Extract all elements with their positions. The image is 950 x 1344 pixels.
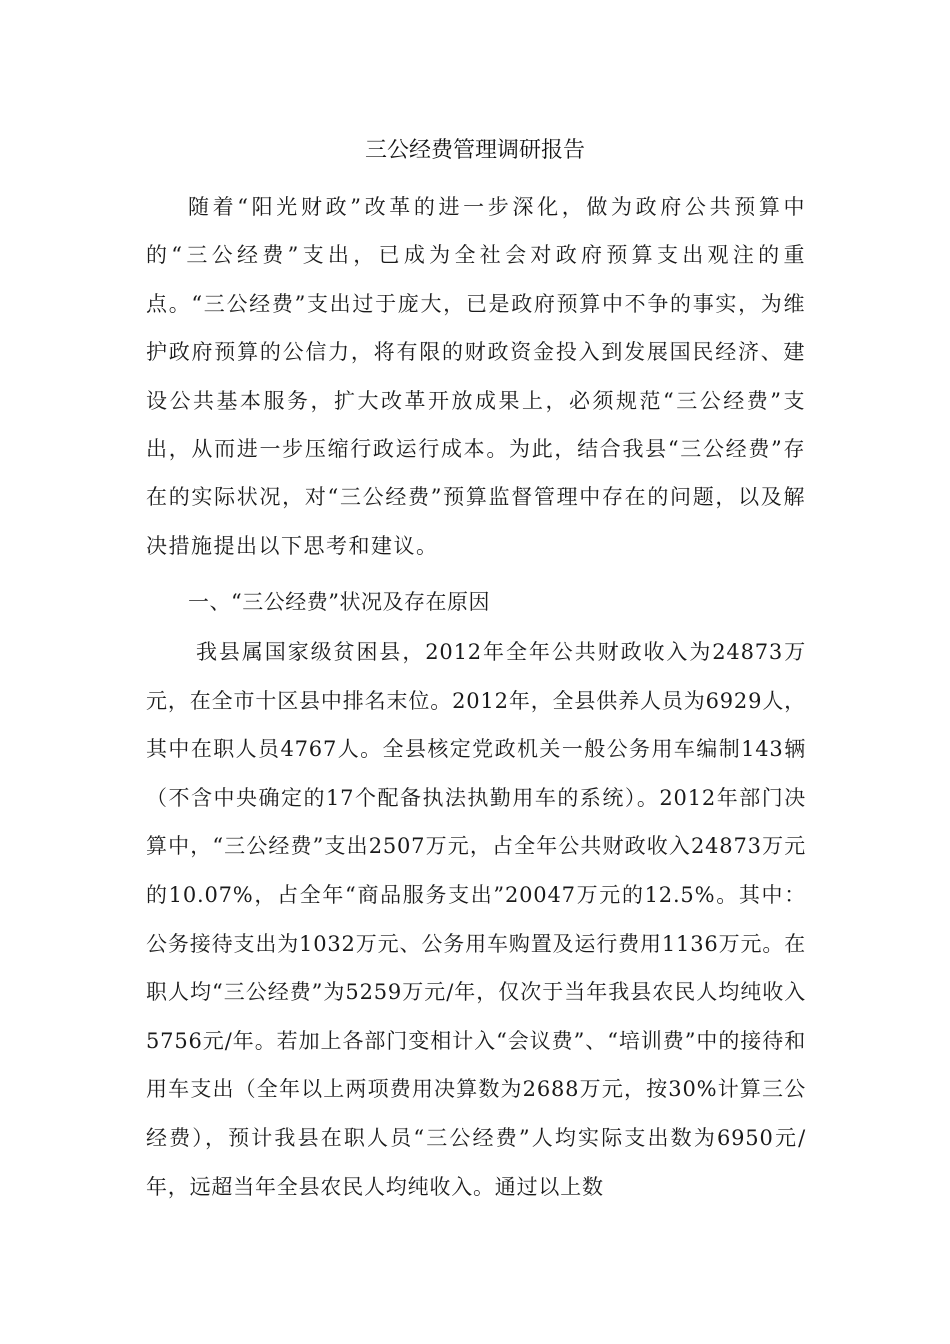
section-paragraph: 我县属国家级贫困县，2012年全年公共财政收入为24873万元，在全市十区县中排名末位。2012年，全县供养人员为6929人，其中在职人员4767人。全县核定党政机关一般公务用车编制143辆（不含中央确定的17个配备执法执勤用车的系统）。2012年部门决算中，“三公经费”支出2507万元，占全年公共财政收入24873万元的10.07%，占全年“商品服务支出”20047万元的12.5%。其中：公务接待支出为1032万元、公务用车购置及运行费用1136万元。在职人均“三公经费”为5259万元/年，仅次于当年我县农民人均纯收入5756元/年。若加上各部门变相计入“会议费”、“培训费”中的接待和用车支出（全年以上两项费用决算数为2688万元，按30%计算三公经费），预计我县在职人员“三公经费”人均实际支出数为6950元/年，远超当年全县农民人均纯收入。通过以上数 xyxy=(146,640,806,1199)
intro-paragraph: 随着“阳光财政”改革的进一步深化，做为政府公共预算中的“三公经费”支出，已成为全社会对政府预算支出观注的重点。“三公经费”支出过于庞大，已是政府预算中不争的事实，为维护政府预算的公信力，将有限的财政资金投入到发展国民经济、建设公共基本服务，扩大改革开放成果上，必须规范“三公经费”支出，从而进一步压缩行政运行成本。为此，结合我县“三公经费”存在的实际状况，对“三公经费”预算监督管理中存在的问题，以及解决措施提出以下思考和建议。 xyxy=(146,195,806,558)
document-title: 三公经费管理调研报告 xyxy=(364,138,585,163)
section-heading: 一、“三公经费”状况及存在原因 xyxy=(188,590,490,614)
